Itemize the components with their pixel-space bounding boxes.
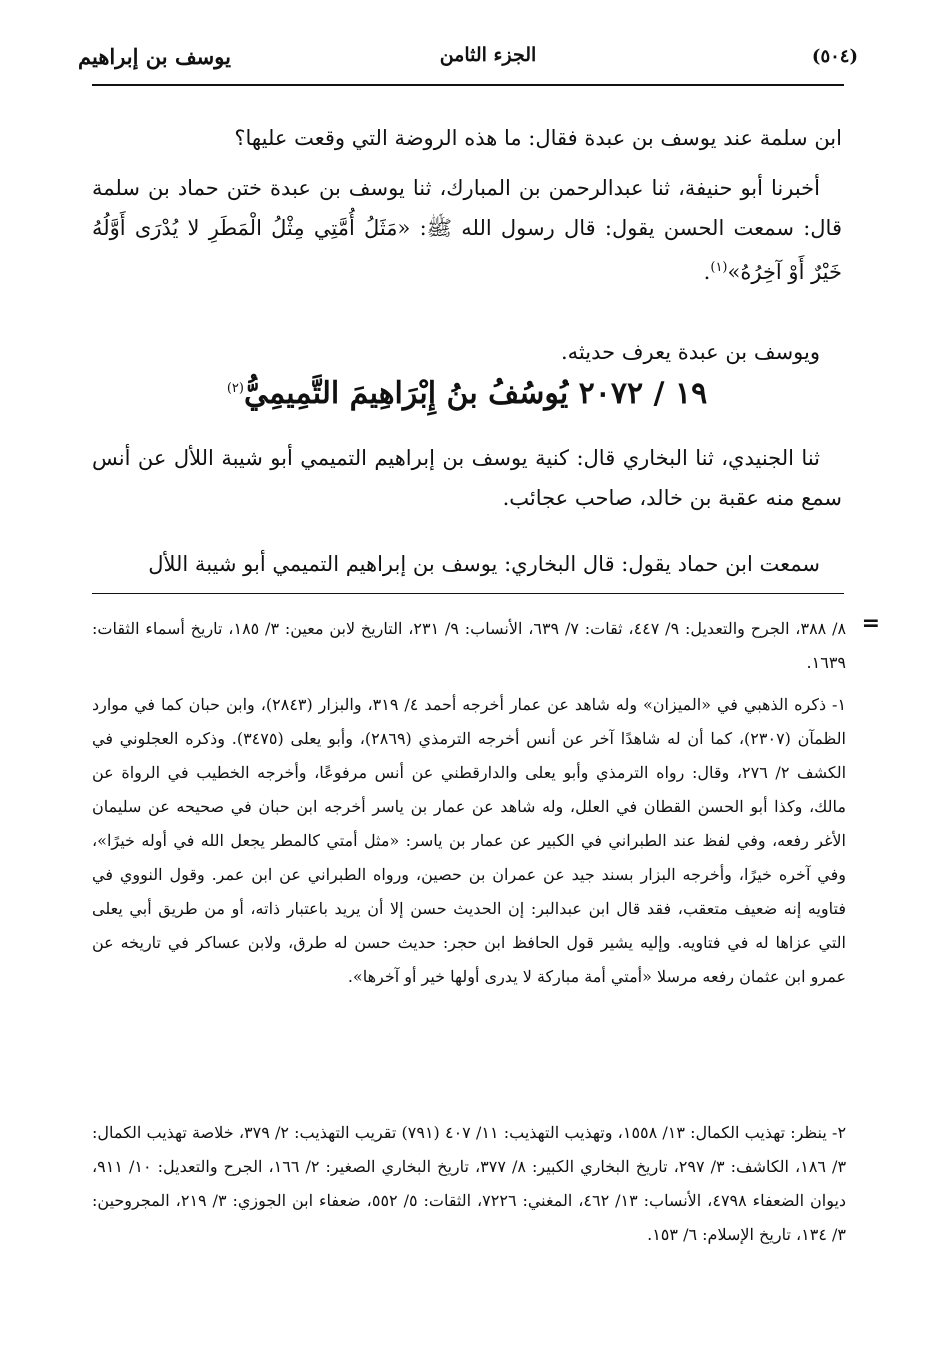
hadith-text: أخبرنا أبو حنيفة، ثنا عبدالرحمن بن المبارك، ثنا يوسف بن عبدة ختن حماد بن سلمة قال: سمعت الحسن يقول: قال رسول الله ﷺ: «مَثَلُ أُمَّتِي مِثْلُ الْمَطَرِ لا يُدْرَى أَوَّلُهُ خَيْرٌ أَوْ آخِرُهُ»	[92, 176, 842, 284]
header-divider	[92, 84, 844, 86]
footnote-divider	[92, 593, 844, 594]
page-number: (٥٠٤)	[811, 46, 858, 67]
footnote-ref-1: (١)	[710, 260, 728, 275]
footnote-continuation-marker: =	[861, 611, 880, 636]
paragraph-entry-body: ثنا الجنيدي، ثنا البخاري قال: كنية يوسف بن إبراهيم التميمي أبو شيبة اللأل عن أنس سمع منه عقبة بن خالد، صاحب عجائب.	[92, 446, 842, 510]
entry-heading	[92, 366, 842, 417]
footnote-ref-2: (٢)	[226, 381, 244, 396]
page-header	[78, 40, 858, 80]
footnote-1: ١- ذكره الذهبي في «الميزان» وله شاهد عن عمار أخرجه أحمد ٤/ ٣١٩، والبزار (٢٨٤٣)، وابن حبان كما في موارد الظمآن (٢٣٠٧)، كما أن له شاهدًا آخر عن أنس أخرجه الترمذي (٢٨٦٩)، وأبو يعلى (٣٤٧٥). وذكره العجلوني في الكشف ٢/ ٢٧٦، وقال: رواه الترمذي وأبو يعلى والدارقطني عن أنس مرفوعًا، وأخرجه الخطيب في الرواة عن مالك، وكذا أبو الحسن القطان في العلل، وله شاهد عن عمار بن ياسر أخرجه ابن حبان في صحيحه عن سليمان الأغر رفعه، وفي لفظ عند الطبراني في الكبير عن عمار بن ياسر: «مثل أمتي كالمطر يجعل الله في أوله خيرًا»، وفي آخره خيرًا، وأخرجه البزار بسند جيد عن عمران بن حصين، ورواه الطبراني عن ابن عمر. وقول النووي في فتاويه إنه ضعيف متعقب، فقد قال ابن عبدالبر: إن الحديث حسن إلا أن يريد باعتبار ذاته، أو من طريق أبي يعلى التي عزاها له في فتاويه. وإليه يشير قول الحافظ ابن حجر: حديث حسن له طرق، ولابن عساكر في تاريخه عن عمرو ابن عثمان رفعه مرسلا «أمتي أمة مباركة لا يدرى أولها خير أو آخرها».	[92, 695, 847, 986]
hadith-end-punct: .	[703, 260, 711, 284]
paragraph-hadith	[92, 168, 842, 292]
entry-heading-text: ١٩ / ٢٠٧٢ يُوسُفُ بنُ إِبْرَاهِيمَ التَّمِيمِيُّ	[243, 376, 708, 411]
paragraph-continuation: ابن سلمة عند يوسف بن عبدة فقال: ما هذه الروضة التي وقعت عليها؟	[234, 126, 842, 150]
paragraph-entry-continued: سمعت ابن حماد يقول: قال البخاري: يوسف بن إبراهيم التميمي أبو شيبة اللأل	[148, 552, 820, 576]
volume-label: الجزء الثامن	[439, 44, 537, 66]
paragraph-note: ويوسف بن عبدة يعرف حديثه.	[560, 340, 820, 364]
footnote-2: ٢- ينظر: تهذيب الكمال: ١٣/ ١٥٥٨، وتهذيب التهذيب: ١١/ ٤٠٧ (٧٩١) تقريب التهذيب: ٢/ ٣٧٩، خلاصة تهذيب الكمال: ٣/ ١٨٦، الكاشف: ٣/ ٢٩٧، تاريخ البخاري الكبير: ٨/ ٣٧٧، تاريخ البخاري الصغير: ٢/ ١٦٦، الجرح والتعديل: ١٠/ ٩١١، ديوان الضعفاء ٤٧٩٨، الأنساب: ١٣/ ٤٦٢، المغني: ٧٢٢٦، الثقات: ٥/ ٥٥٢، ضعفاء ابن الجوزي: ٣/ ٢١٩، المجروحين: ٣/ ١٣٤، تاريخ الإسلام: ٦/ ١٥٣.	[92, 1123, 847, 1244]
footnote-continued: ٨/ ٣٨٨، الجرح والتعديل: ٩/ ٤٤٧، ثقات: ٧/ ٦٣٩، الأنساب: ٩/ ٢٣١، التاريخ لابن معين: ٣/ ١٨٥، تاريخ أسماء الثقات: ١٦٣٩.	[92, 619, 847, 672]
running-title: يوسف بن إبراهيم	[78, 44, 231, 69]
